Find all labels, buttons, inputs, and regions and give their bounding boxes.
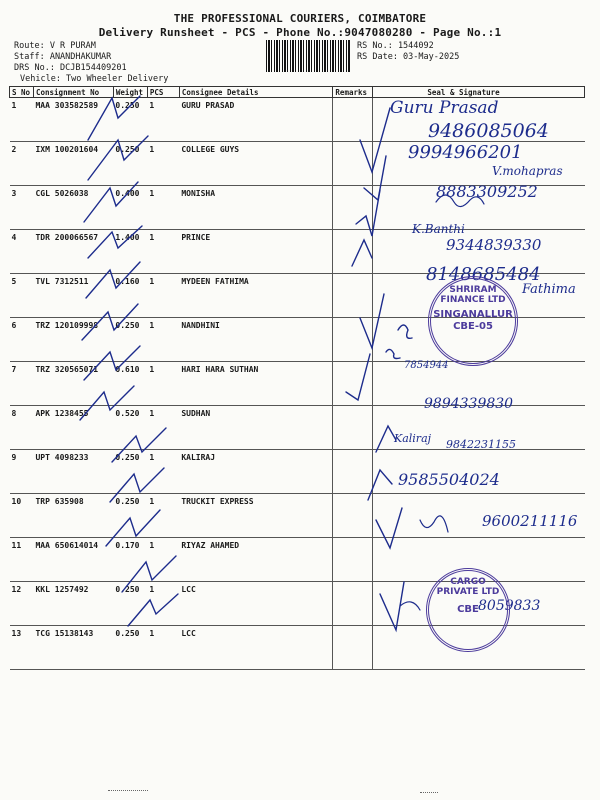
handwritten-phone-11: 9600211116 bbox=[482, 512, 578, 530]
handwritten-name-5: Fathima bbox=[522, 282, 576, 297]
weight-cell: 0.250 bbox=[113, 142, 147, 186]
remarks-cell bbox=[333, 362, 373, 406]
sno-cell: 7 bbox=[10, 362, 34, 406]
weight-cell: 0.250 bbox=[113, 494, 147, 538]
consignment-cell: IXM 100201604 bbox=[33, 142, 113, 186]
handwritten-phone-1: 9486085064 bbox=[428, 120, 549, 142]
remarks-cell bbox=[333, 318, 373, 362]
consignee-cell: RIYAZ AHAMED bbox=[179, 538, 333, 582]
handwritten-phone-8: 9894339830 bbox=[424, 396, 514, 412]
handwritten-phone-7: 7854944 bbox=[404, 360, 449, 371]
handwritten-text-9: Kaliraj bbox=[394, 432, 432, 445]
remarks-cell bbox=[333, 406, 373, 450]
remarks-cell bbox=[333, 494, 373, 538]
consignee-cell: PRINCE bbox=[179, 230, 333, 274]
col-weight: Weight bbox=[113, 87, 147, 98]
weight-cell: 0.250 bbox=[113, 318, 147, 362]
consignment-cell: TRP 635908 bbox=[33, 494, 113, 538]
consignment-cell: TCG 15138143 bbox=[33, 626, 113, 670]
remarks-cell bbox=[333, 582, 373, 626]
weight-cell: 0.170 bbox=[113, 538, 147, 582]
rs-date: RS Date: 03-May-2025 bbox=[357, 52, 460, 62]
consignee-cell: NANDHINI bbox=[179, 318, 333, 362]
remarks-cell bbox=[333, 230, 373, 274]
handwritten-name-4: K.Banthi bbox=[412, 222, 465, 236]
cargo-company-stamp bbox=[426, 568, 510, 652]
table-row bbox=[10, 538, 585, 582]
sno-cell: 1 bbox=[10, 98, 34, 142]
weight-cell: 0.610 bbox=[113, 362, 147, 406]
remarks-cell bbox=[333, 450, 373, 494]
sno-cell: 6 bbox=[10, 318, 34, 362]
consignment-cell: MAA 303582589 bbox=[33, 98, 113, 142]
runsheet-subtitle: Delivery Runsheet - PCS - Phone No.:9047080280 - Page No.:1 bbox=[98, 26, 502, 39]
consignee-cell: LCC bbox=[179, 582, 333, 626]
weight-cell: 0.250 bbox=[113, 626, 147, 670]
consignment-cell: APK 1238455 bbox=[33, 406, 113, 450]
remarks-cell bbox=[333, 626, 373, 670]
weight-cell: 0.250 bbox=[113, 450, 147, 494]
pcs-cell: 1 bbox=[147, 98, 179, 142]
rs-number: RS No.: 1544092 bbox=[357, 41, 434, 51]
weight-cell: 0.250 bbox=[113, 582, 147, 626]
consignment-cell: CGL 5026038 bbox=[33, 186, 113, 230]
sno-cell: 11 bbox=[10, 538, 34, 582]
handwritten-phone-13: 8059833 bbox=[478, 598, 541, 614]
footer-mark bbox=[420, 792, 438, 797]
remarks-cell bbox=[333, 274, 373, 318]
pcs-cell: 1 bbox=[147, 142, 179, 186]
weight-cell: 0.520 bbox=[113, 406, 147, 450]
col-pcs: PCS bbox=[147, 87, 179, 98]
barcode bbox=[266, 40, 350, 72]
weight-cell: 0.160 bbox=[113, 274, 147, 318]
sno-cell: 8 bbox=[10, 406, 34, 450]
pcs-cell: 1 bbox=[147, 274, 179, 318]
table-header bbox=[10, 87, 585, 98]
consignment-cell: KKL 1257492 bbox=[33, 582, 113, 626]
pcs-cell: 1 bbox=[147, 406, 179, 450]
handwritten-phone-3: 8883309252 bbox=[436, 182, 538, 201]
consignee-cell: MYDEEN FATHIMA bbox=[179, 274, 333, 318]
pcs-cell: 1 bbox=[147, 538, 179, 582]
col-signature: Seal & Signature bbox=[373, 87, 585, 98]
remarks-cell bbox=[333, 538, 373, 582]
sno-cell: 3 bbox=[10, 186, 34, 230]
shriram-finance-stamp bbox=[428, 276, 518, 366]
route-label: Route: V R PURAM bbox=[14, 41, 96, 51]
consignment-cell: TRZ 120109998 bbox=[33, 318, 113, 362]
sno-cell: 9 bbox=[10, 450, 34, 494]
pcs-cell: 1 bbox=[147, 186, 179, 230]
handwritten-phone-5: 8148685484 bbox=[426, 264, 541, 285]
stamp-center-text: SINGANALLUR CBE-05 bbox=[433, 309, 513, 332]
sno-cell: 12 bbox=[10, 582, 34, 626]
consignee-cell: HARI HARA SUTHAN bbox=[179, 362, 333, 406]
sno-cell: 5 bbox=[10, 274, 34, 318]
consignment-cell: TDR 200066567 bbox=[33, 230, 113, 274]
handwritten-note-2: V.mohapras bbox=[492, 164, 563, 178]
consignee-cell: COLLEGE GUYS bbox=[179, 142, 333, 186]
drs-number: DRS No.: DCJB154409201 bbox=[14, 63, 127, 73]
pcs-cell: 1 bbox=[147, 318, 179, 362]
stamp-ring-text: SHRIRAM FINANCE LTD bbox=[440, 285, 506, 305]
consignee-cell: LCC bbox=[179, 626, 333, 670]
consignment-cell: TRZ 320565071 bbox=[33, 362, 113, 406]
handwritten-phone-9: 9842231155 bbox=[446, 438, 516, 451]
sno-cell: 13 bbox=[10, 626, 34, 670]
footer-mark bbox=[108, 790, 148, 795]
consignee-cell: MONISHA bbox=[179, 186, 333, 230]
col-sno: S No bbox=[10, 87, 34, 98]
pcs-cell: 1 bbox=[147, 362, 179, 406]
handwritten-name-1: Guru Prasad bbox=[390, 98, 499, 118]
sno-cell: 4 bbox=[10, 230, 34, 274]
consignee-cell: SUDHAN bbox=[179, 406, 333, 450]
pcs-cell: 1 bbox=[147, 626, 179, 670]
pcs-cell: 1 bbox=[147, 494, 179, 538]
consignee-cell: GURU PRASAD bbox=[179, 98, 333, 142]
remarks-cell bbox=[333, 142, 373, 186]
col-remarks: Remarks bbox=[333, 87, 373, 98]
remarks-cell bbox=[333, 186, 373, 230]
sno-cell: 10 bbox=[10, 494, 34, 538]
consignment-cell: UPT 4098233 bbox=[33, 450, 113, 494]
vehicle-label: Vehicle: Two Wheeler Delivery bbox=[20, 74, 169, 84]
weight-cell: 1.400 bbox=[113, 230, 147, 274]
pcs-cell: 1 bbox=[147, 230, 179, 274]
company-title: THE PROFESSIONAL COURIERS, COIMBATORE bbox=[173, 12, 427, 25]
handwritten-phone-2: 9994966201 bbox=[408, 142, 523, 163]
col-consignment: Consignment No bbox=[33, 87, 113, 98]
consignment-cell: MAA 650614014 bbox=[33, 538, 113, 582]
staff-label: Staff: ANANDHAKUMAR bbox=[14, 52, 112, 62]
handwritten-phone-10: 9585504024 bbox=[398, 470, 500, 489]
consignee-cell: TRUCKIT EXPRESS bbox=[179, 494, 333, 538]
sno-cell: 2 bbox=[10, 142, 34, 186]
stamp-center-text: CBE bbox=[457, 604, 479, 615]
handwritten-phone-4: 9344839330 bbox=[446, 236, 542, 254]
remarks-cell bbox=[333, 98, 373, 142]
consignee-cell: KALIRAJ bbox=[179, 450, 333, 494]
weight-cell: 0.250 bbox=[113, 98, 147, 142]
pcs-cell: 1 bbox=[147, 582, 179, 626]
stamp-ring-text: CARGO PRIVATE LTD bbox=[436, 577, 500, 597]
col-consignee: Consignee Details bbox=[179, 87, 333, 98]
pcs-cell: 1 bbox=[147, 450, 179, 494]
consignment-cell: TVL 7312511 bbox=[33, 274, 113, 318]
weight-cell: 0.400 bbox=[113, 186, 147, 230]
